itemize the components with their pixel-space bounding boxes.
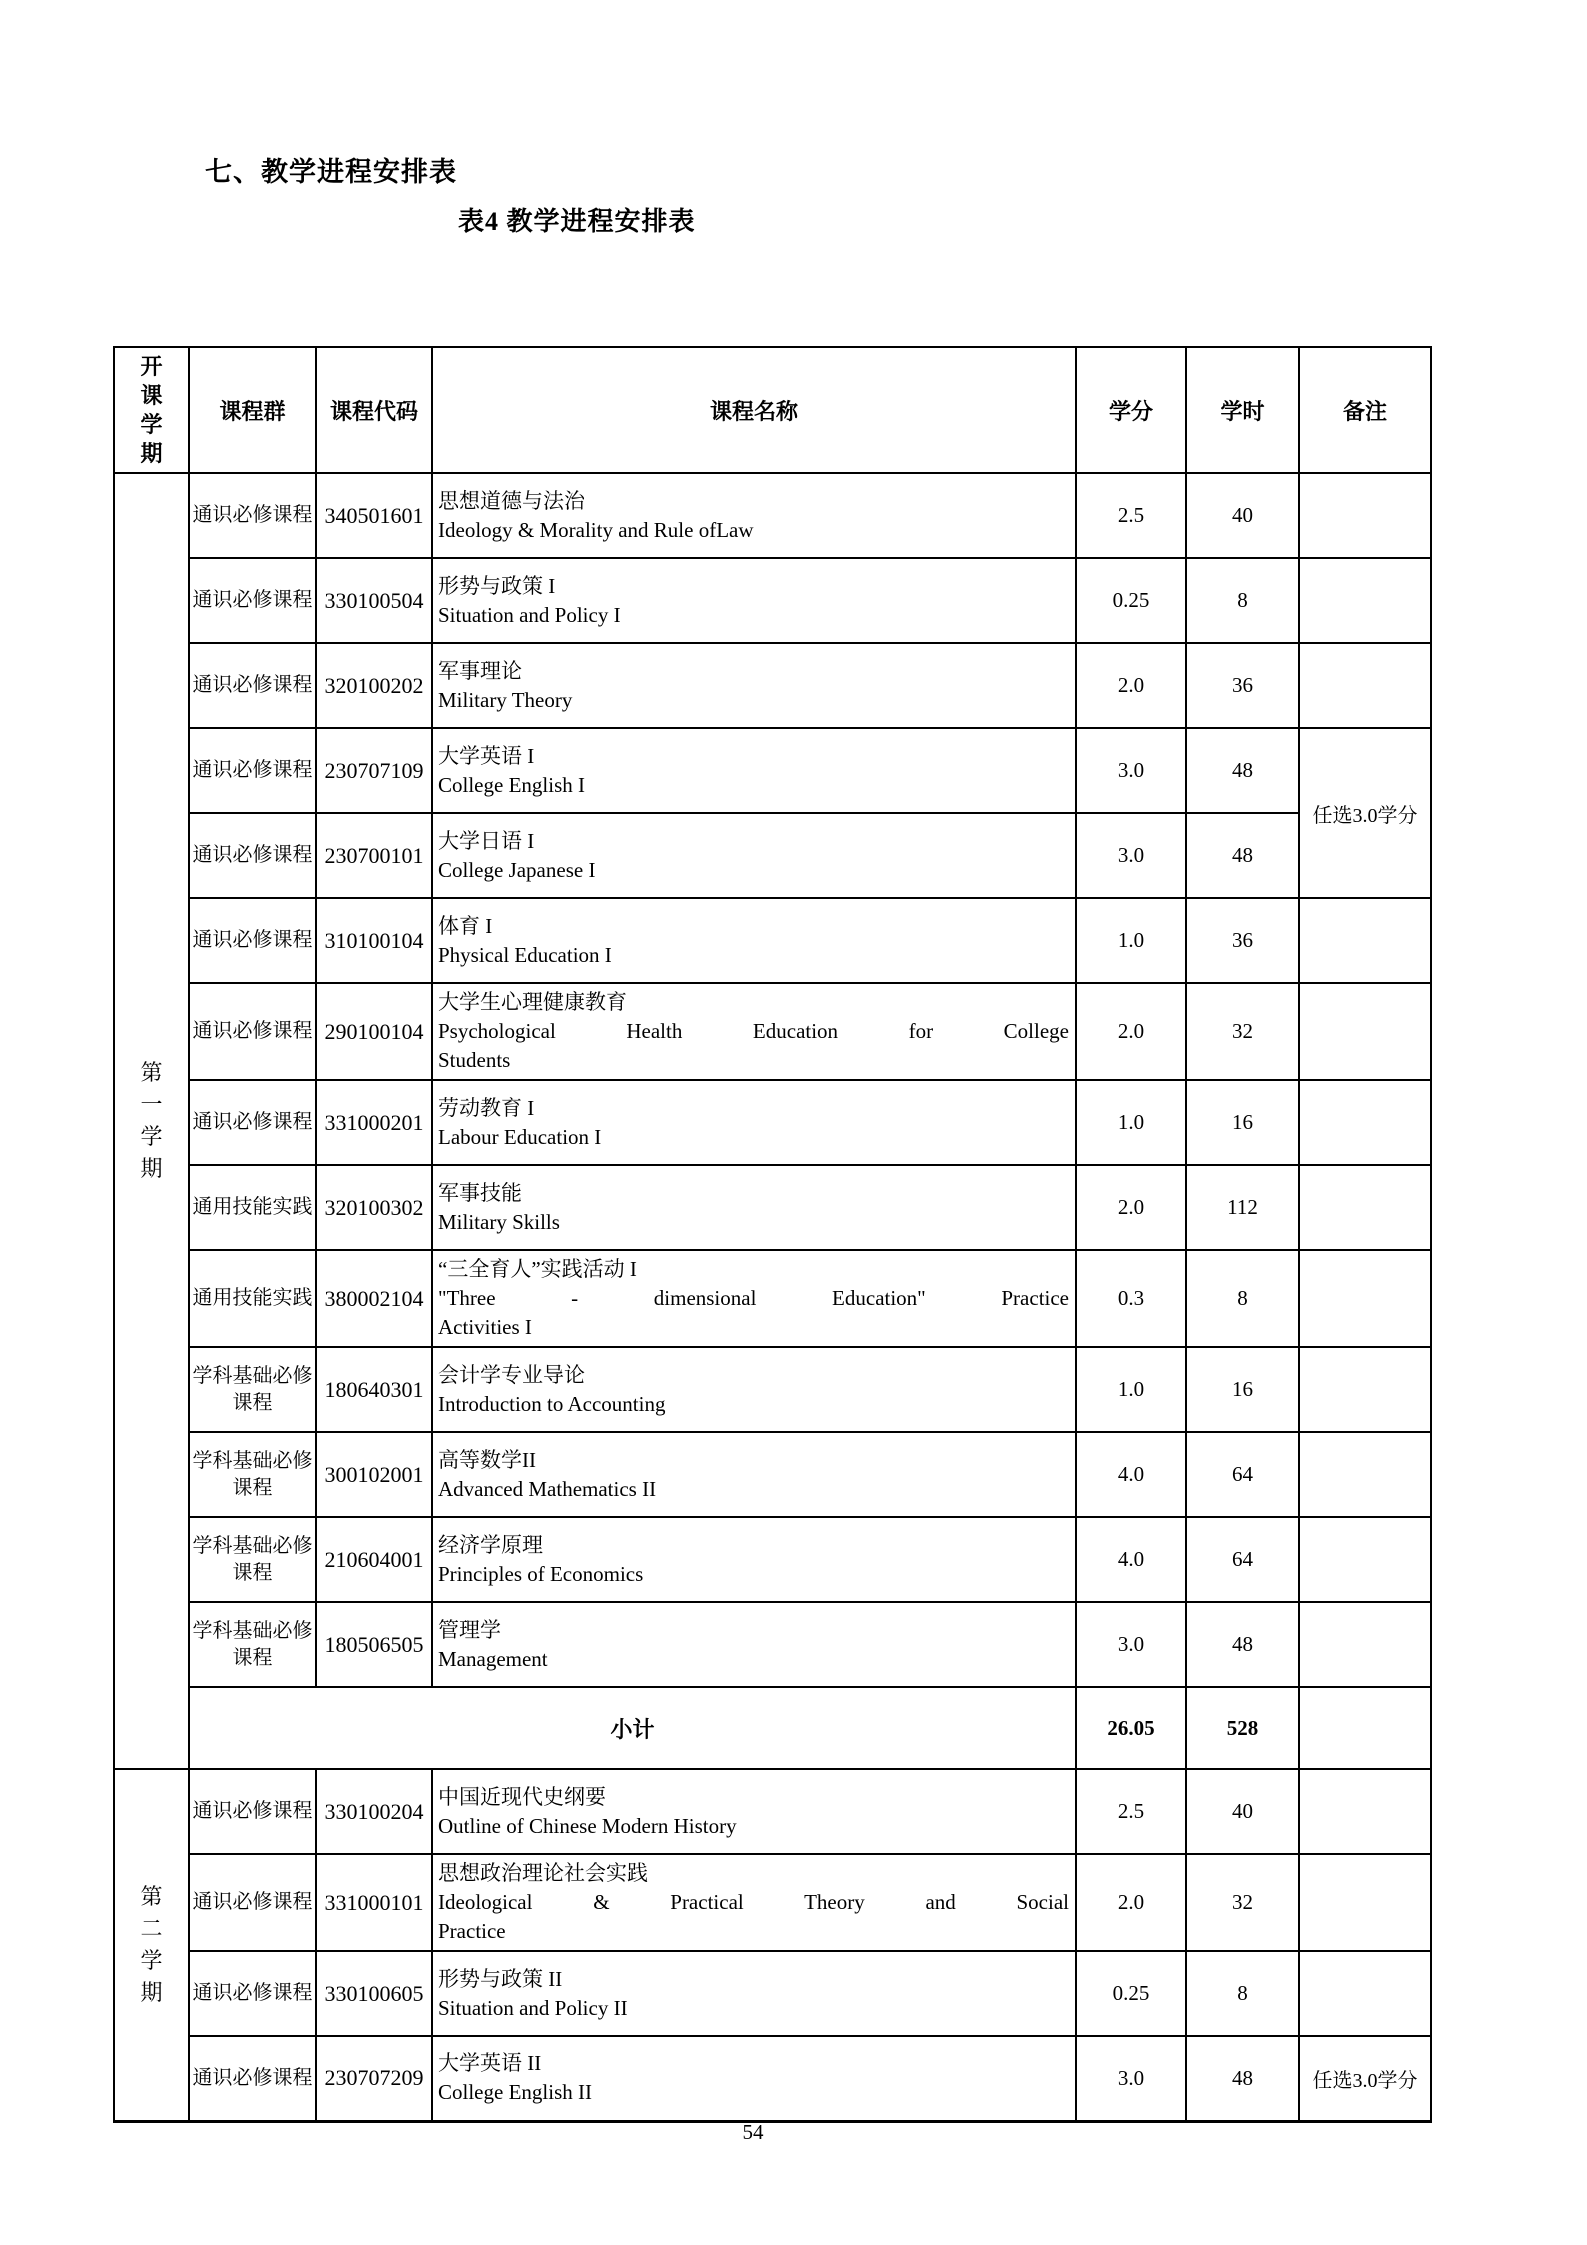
course-row bbox=[114, 813, 1431, 898]
header-course-code: 课程代码 bbox=[316, 347, 432, 473]
course-code-cell: 330100204 bbox=[316, 1769, 432, 1854]
credits-cell: 0.25 bbox=[1076, 1951, 1186, 2036]
course-name-zh: 劳动教育 I bbox=[438, 1095, 535, 1120]
hours-cell: 8 bbox=[1186, 558, 1299, 643]
course-name-zh: 体育 I bbox=[438, 913, 493, 938]
remark-cell-empty bbox=[1299, 1951, 1431, 2036]
course-name-cell bbox=[432, 728, 1076, 813]
credits-cell: 2.0 bbox=[1076, 983, 1186, 1080]
course-code-cell: 180640301 bbox=[316, 1347, 432, 1432]
semester-cell bbox=[114, 1769, 189, 2121]
course-code-cell: 180506505 bbox=[316, 1602, 432, 1687]
course-group-cell: 学科基础必修课程 bbox=[189, 1432, 316, 1517]
course-row bbox=[114, 2036, 1431, 2121]
hours-cell: 48 bbox=[1186, 2036, 1299, 2121]
credits-cell: 0.25 bbox=[1076, 558, 1186, 643]
course-row bbox=[114, 473, 1431, 558]
course-name-zh: 管理学 bbox=[438, 1617, 501, 1642]
course-group-cell: 通识必修课程 bbox=[189, 2036, 316, 2121]
course-code-cell: 380002104 bbox=[316, 1250, 432, 1347]
course-group-cell: 通识必修课程 bbox=[189, 643, 316, 728]
hours-cell: 16 bbox=[1186, 1080, 1299, 1165]
course-row bbox=[114, 1602, 1431, 1687]
course-name-cell bbox=[432, 1250, 1076, 1347]
course-name-en: Military Skills bbox=[438, 1209, 560, 1234]
subtotal-label-cell: 小计 bbox=[189, 1687, 1076, 1769]
remark-cell-empty bbox=[1299, 983, 1431, 1080]
course-name-en: Ideological & Practical Theory and Social bbox=[438, 1890, 1069, 1914]
hours-cell: 36 bbox=[1186, 643, 1299, 728]
course-name-en: Introduction to Accounting bbox=[438, 1391, 666, 1416]
course-group-cell: 通识必修课程 bbox=[189, 728, 316, 813]
course-name-en: Physical Education I bbox=[438, 942, 612, 967]
header-semester: 开课学期 bbox=[114, 347, 189, 473]
hours-cell: 32 bbox=[1186, 1854, 1299, 1951]
remark-cell-empty bbox=[1299, 1687, 1431, 1769]
page-number: 54 bbox=[742, 2120, 764, 2144]
credits-cell: 2.0 bbox=[1076, 1165, 1186, 1250]
hours-cell: 36 bbox=[1186, 898, 1299, 983]
course-name-cell bbox=[432, 898, 1076, 983]
course-name-cell bbox=[432, 1854, 1076, 1951]
course-name-zh: 思想政治理论社会实践 bbox=[438, 1861, 648, 1885]
section-heading: 七、教学进程安排表 bbox=[205, 157, 457, 187]
course-name-zh: 经济学原理 bbox=[438, 1532, 543, 1557]
course-name-zh: 大学日语 I bbox=[438, 828, 535, 853]
credits-cell: 2.5 bbox=[1076, 473, 1186, 558]
course-row bbox=[114, 1250, 1431, 1347]
course-name-en: Students bbox=[438, 1048, 511, 1072]
course-group-cell: 通识必修课程 bbox=[189, 1951, 316, 2036]
course-code-cell: 320100302 bbox=[316, 1165, 432, 1250]
course-group-cell: 学科基础必修课程 bbox=[189, 1602, 316, 1687]
course-name-en: Advanced Mathematics II bbox=[438, 1476, 657, 1501]
course-code-cell: 210604001 bbox=[316, 1517, 432, 1602]
course-name-en: Labour Education I bbox=[438, 1124, 602, 1149]
course-name-en: Military Theory bbox=[438, 687, 573, 712]
credits-cell: 3.0 bbox=[1076, 1602, 1186, 1687]
course-name-cell bbox=[432, 1602, 1076, 1687]
remark-cell: 任选3.0学分 bbox=[1299, 728, 1431, 898]
course-name-cell bbox=[432, 2036, 1076, 2121]
course-code-cell: 300102001 bbox=[316, 1432, 432, 1517]
hours-cell: 48 bbox=[1186, 813, 1299, 898]
course-name-en: Situation and Policy I bbox=[438, 602, 621, 627]
course-name-en: Outline of Chinese Modern History bbox=[438, 1813, 737, 1838]
course-name-zh: 军事技能 bbox=[438, 1180, 522, 1205]
credits-cell: 2.5 bbox=[1076, 1769, 1186, 1854]
course-name-cell bbox=[432, 473, 1076, 558]
semester-label: 第一学期 bbox=[140, 1060, 163, 1181]
hours-cell: 64 bbox=[1186, 1517, 1299, 1602]
hours-cell: 64 bbox=[1186, 1432, 1299, 1517]
hours-cell: 40 bbox=[1186, 1769, 1299, 1854]
course-code-cell: 290100104 bbox=[316, 983, 432, 1080]
course-row bbox=[114, 898, 1431, 983]
course-code-cell: 331000101 bbox=[316, 1854, 432, 1951]
course-row bbox=[114, 1432, 1431, 1517]
course-name-cell bbox=[432, 1517, 1076, 1602]
course-name-en: Activities I bbox=[438, 1315, 532, 1339]
course-name-en: Ideology & Morality and Rule ofLaw bbox=[438, 517, 754, 542]
course-name-cell bbox=[432, 1951, 1076, 2036]
course-name-cell bbox=[432, 1347, 1076, 1432]
course-group-cell: 通识必修课程 bbox=[189, 473, 316, 558]
course-name-en: College English II bbox=[438, 2080, 592, 2105]
remark-cell-empty bbox=[1299, 1250, 1431, 1347]
course-code-cell: 331000201 bbox=[316, 1080, 432, 1165]
course-group-cell: 通识必修课程 bbox=[189, 1080, 316, 1165]
course-group-cell: 通识必修课程 bbox=[189, 898, 316, 983]
remark-cell-empty bbox=[1299, 473, 1431, 558]
course-group-cell: 通识必修课程 bbox=[189, 558, 316, 643]
remark-cell-empty bbox=[1299, 1769, 1431, 1854]
course-group-cell: 通识必修课程 bbox=[189, 983, 316, 1080]
remark-cell-empty bbox=[1299, 1854, 1431, 1951]
remark-cell-empty bbox=[1299, 1165, 1431, 1250]
remark-cell-empty bbox=[1299, 1347, 1431, 1432]
course-name-zh: 大学生心理健康教育 bbox=[438, 990, 627, 1014]
subtotal-hours-cell: 528 bbox=[1186, 1687, 1299, 1769]
table-caption: 表4 教学进程安排表 bbox=[458, 207, 696, 236]
course-code-cell: 330100504 bbox=[316, 558, 432, 643]
course-code-cell: 320100202 bbox=[316, 643, 432, 728]
credits-cell: 4.0 bbox=[1076, 1432, 1186, 1517]
credits-cell: 2.0 bbox=[1076, 643, 1186, 728]
course-name-en: College Japanese I bbox=[438, 857, 596, 882]
course-group-cell: 通识必修课程 bbox=[189, 1769, 316, 1854]
hours-cell: 8 bbox=[1186, 1951, 1299, 2036]
credits-cell: 0.3 bbox=[1076, 1250, 1186, 1347]
course-name-zh: 中国近现代史纲要 bbox=[438, 1784, 606, 1809]
course-name-zh: 形势与政策 II bbox=[438, 1966, 563, 1991]
course-name-en: Psychological Health Education for College bbox=[438, 1019, 1069, 1043]
course-group-cell: 通用技能实践 bbox=[189, 1165, 316, 1250]
course-name-en: Management bbox=[438, 1646, 548, 1671]
credits-cell: 1.0 bbox=[1076, 1080, 1186, 1165]
course-code-cell: 230700101 bbox=[316, 813, 432, 898]
hours-cell: 40 bbox=[1186, 473, 1299, 558]
course-name-cell bbox=[432, 1769, 1076, 1854]
course-name-zh: “三全育人”实践活动 I bbox=[438, 1257, 637, 1281]
course-row bbox=[114, 1165, 1431, 1250]
credits-cell: 1.0 bbox=[1076, 1347, 1186, 1432]
hours-cell: 8 bbox=[1186, 1250, 1299, 1347]
course-code-cell: 230707209 bbox=[316, 2036, 432, 2121]
subtotal-row bbox=[114, 1687, 1431, 1769]
course-row bbox=[114, 1854, 1431, 1951]
course-name-cell bbox=[432, 813, 1076, 898]
subtotal-credits-cell: 26.05 bbox=[1076, 1687, 1186, 1769]
header-hours: 学时 bbox=[1186, 347, 1299, 473]
course-name-zh: 形势与政策 I bbox=[438, 573, 556, 598]
credits-cell: 2.0 bbox=[1076, 1854, 1186, 1951]
credits-cell: 3.0 bbox=[1076, 728, 1186, 813]
course-name-cell bbox=[432, 643, 1076, 728]
course-name-en: Practice bbox=[438, 1919, 506, 1943]
semester-cell bbox=[114, 473, 189, 1769]
course-name-en: Situation and Policy II bbox=[438, 1995, 628, 2020]
course-row bbox=[114, 643, 1431, 728]
credits-cell: 1.0 bbox=[1076, 898, 1186, 983]
course-name-en: "Three - dimensional Education" Practice bbox=[438, 1286, 1069, 1310]
remark-cell-empty bbox=[1299, 643, 1431, 728]
course-code-cell: 310100104 bbox=[316, 898, 432, 983]
credits-cell: 4.0 bbox=[1076, 1517, 1186, 1602]
remark-cell: 任选3.0学分 bbox=[1299, 2036, 1431, 2121]
header-course-name: 课程名称 bbox=[432, 347, 1076, 473]
table-header-row bbox=[114, 347, 1431, 473]
course-name-zh: 军事理论 bbox=[438, 658, 522, 683]
course-name-en: Principles of Economics bbox=[438, 1561, 644, 1586]
course-name-zh: 思想道德与法治 bbox=[438, 488, 585, 513]
course-name-zh: 大学英语 II bbox=[438, 2051, 542, 2076]
header-credits: 学分 bbox=[1076, 347, 1186, 473]
hours-cell: 32 bbox=[1186, 983, 1299, 1080]
course-group-cell: 通用技能实践 bbox=[189, 1250, 316, 1347]
course-name-zh: 大学英语 I bbox=[438, 743, 535, 768]
course-row bbox=[114, 1080, 1431, 1165]
course-row bbox=[114, 728, 1431, 813]
schedule-table-body bbox=[114, 473, 1431, 2121]
hours-cell: 16 bbox=[1186, 1347, 1299, 1432]
course-code-cell: 330100605 bbox=[316, 1951, 432, 2036]
course-code-cell: 340501601 bbox=[316, 473, 432, 558]
course-name-cell bbox=[432, 1432, 1076, 1517]
credits-cell: 3.0 bbox=[1076, 813, 1186, 898]
remark-cell-empty bbox=[1299, 1432, 1431, 1517]
course-name-cell bbox=[432, 983, 1076, 1080]
course-code-cell: 230707109 bbox=[316, 728, 432, 813]
header-remark: 备注 bbox=[1299, 347, 1431, 473]
remark-cell-empty bbox=[1299, 1080, 1431, 1165]
course-row bbox=[114, 1347, 1431, 1432]
course-name-cell bbox=[432, 1080, 1076, 1165]
teaching-schedule-table bbox=[113, 346, 1432, 2123]
course-row bbox=[114, 558, 1431, 643]
course-row bbox=[114, 1769, 1431, 1854]
remark-cell-empty bbox=[1299, 898, 1431, 983]
course-name-zh: 会计学专业导论 bbox=[438, 1362, 585, 1387]
credits-cell: 3.0 bbox=[1076, 2036, 1186, 2121]
hours-cell: 112 bbox=[1186, 1165, 1299, 1250]
hours-cell: 48 bbox=[1186, 728, 1299, 813]
hours-cell: 48 bbox=[1186, 1602, 1299, 1687]
course-name-zh: 高等数学II bbox=[438, 1447, 536, 1472]
course-row bbox=[114, 1951, 1431, 2036]
remark-cell-empty bbox=[1299, 558, 1431, 643]
semester-label: 第二学期 bbox=[140, 1883, 163, 2005]
course-row bbox=[114, 983, 1431, 1080]
course-group-cell: 学科基础必修课程 bbox=[189, 1347, 316, 1432]
remark-cell-empty bbox=[1299, 1602, 1431, 1687]
course-group-cell: 通识必修课程 bbox=[189, 1854, 316, 1951]
course-name-cell bbox=[432, 558, 1076, 643]
course-row bbox=[114, 1517, 1431, 1602]
course-group-cell: 通识必修课程 bbox=[189, 813, 316, 898]
course-name-cell bbox=[432, 1165, 1076, 1250]
course-group-cell: 学科基础必修课程 bbox=[189, 1517, 316, 1602]
course-name-en: College English I bbox=[438, 772, 585, 797]
remark-cell-empty bbox=[1299, 1517, 1431, 1602]
header-course-group: 课程群 bbox=[189, 347, 316, 473]
